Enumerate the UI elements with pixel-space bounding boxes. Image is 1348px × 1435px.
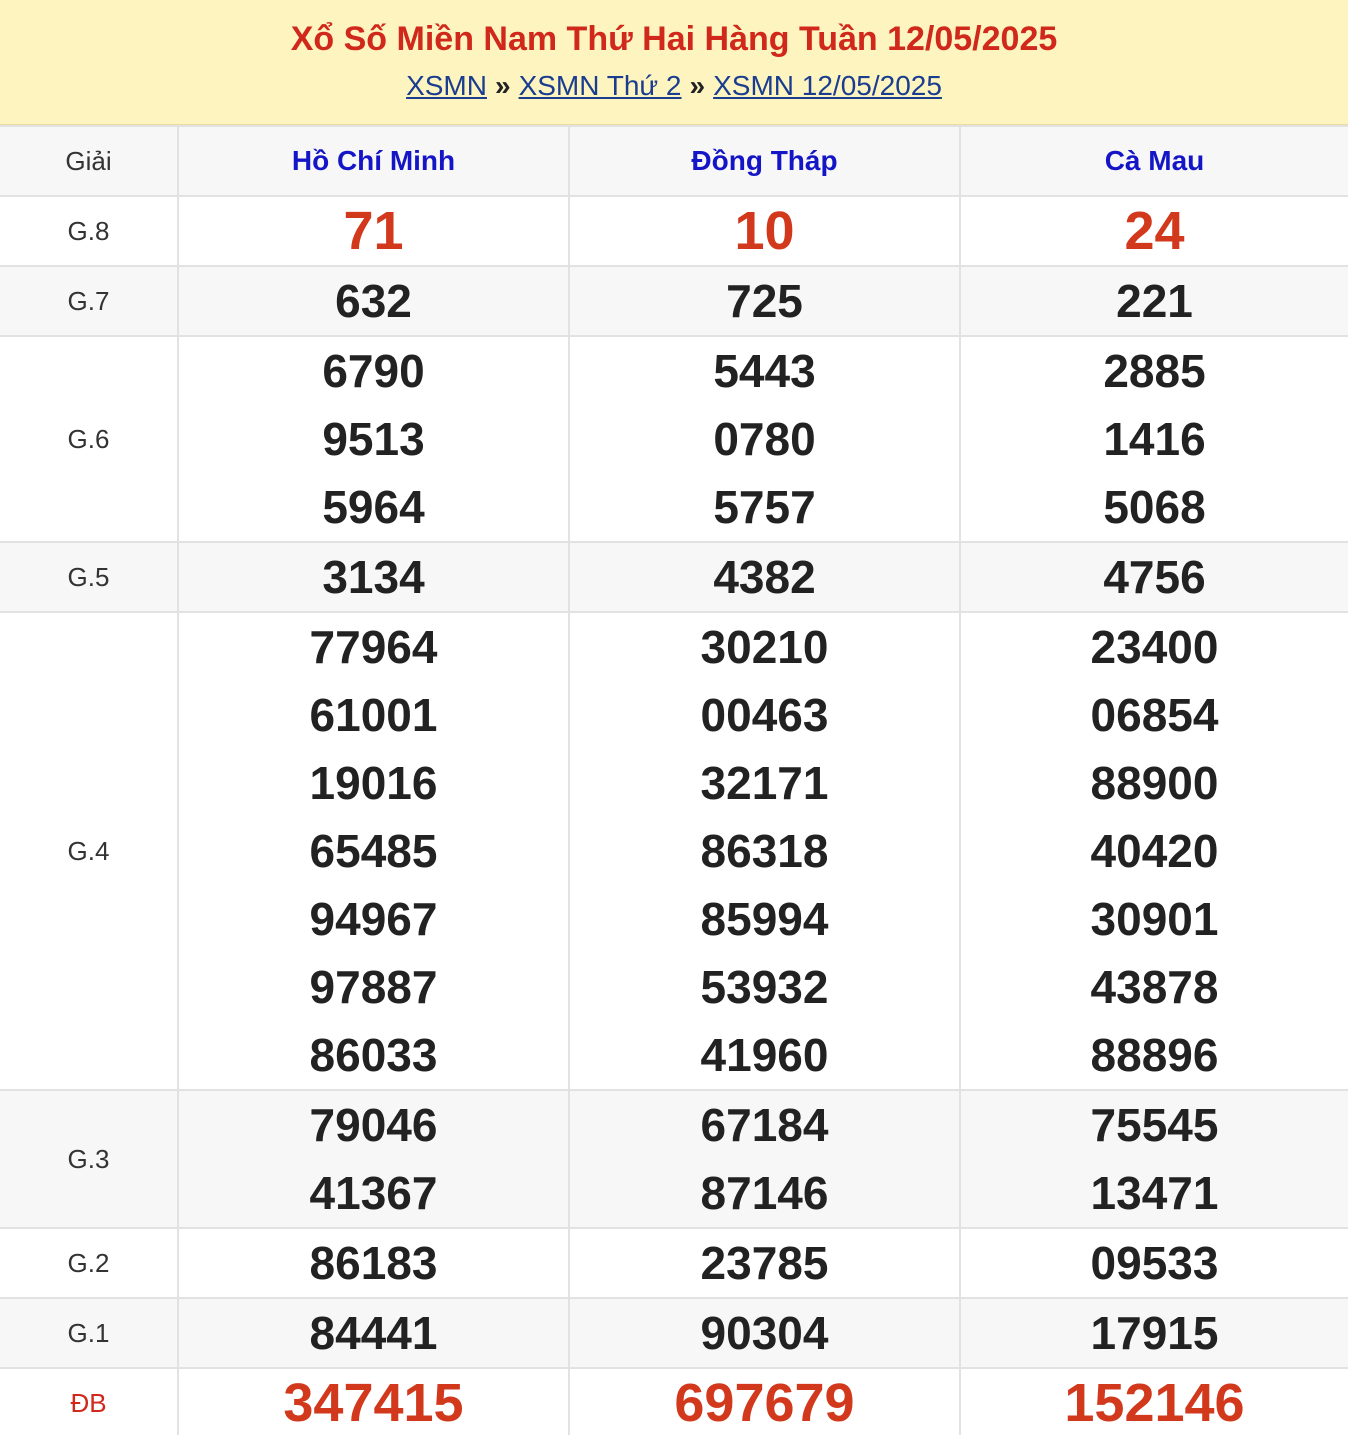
result-number: 10 bbox=[734, 201, 795, 261]
result-number: 86183 bbox=[309, 1237, 438, 1289]
column-header-giai: Giải bbox=[0, 126, 178, 196]
result-number: 41960 bbox=[700, 1029, 829, 1081]
prize-row bbox=[0, 196, 1348, 266]
result-number: 30210 bbox=[700, 621, 829, 673]
result-number: 71 bbox=[343, 201, 404, 261]
result-number: 43878 bbox=[1090, 961, 1219, 1013]
result-number: 85994 bbox=[700, 893, 829, 945]
table-header-row bbox=[0, 126, 1348, 196]
result-number: 40420 bbox=[1090, 825, 1219, 877]
result-number: 152146 bbox=[1064, 1373, 1245, 1433]
prize-label: G.7 bbox=[0, 266, 178, 336]
result-cell-ca-mau bbox=[960, 542, 1348, 612]
result-number: 00463 bbox=[700, 689, 829, 741]
result-cell-dong-thap bbox=[569, 612, 960, 1090]
result-number: 32171 bbox=[700, 757, 829, 809]
results-body bbox=[0, 196, 1348, 1435]
breadcrumb-link-xsmn-thu-2[interactable]: XSMN Thứ 2 bbox=[518, 70, 682, 101]
prize-label: G.4 bbox=[0, 612, 178, 1090]
prize-row bbox=[0, 336, 1348, 542]
result-number: 61001 bbox=[309, 689, 438, 741]
prize-label: G.5 bbox=[0, 542, 178, 612]
result-number: 725 bbox=[726, 275, 803, 327]
result-number: 84441 bbox=[309, 1307, 438, 1359]
result-cell-ho-chi-minh bbox=[178, 336, 569, 542]
prize-row bbox=[0, 1298, 1348, 1368]
column-header-dong-thap[interactable]: Đồng Tháp bbox=[569, 126, 960, 196]
page-title: Xổ Số Miền Nam Thứ Hai Hàng Tuần 12/05/2025 bbox=[290, 20, 1058, 58]
result-number: 2885 bbox=[1103, 345, 1206, 397]
result-number: 79046 bbox=[309, 1099, 438, 1151]
result-number: 221 bbox=[1116, 275, 1193, 327]
prize-label: G.8 bbox=[0, 196, 178, 266]
result-number: 53932 bbox=[700, 961, 829, 1013]
breadcrumb bbox=[0, 69, 1348, 103]
prize-row bbox=[0, 612, 1348, 1090]
prize-label: G.1 bbox=[0, 1298, 178, 1368]
result-cell-ho-chi-minh bbox=[178, 266, 569, 336]
result-number: 06854 bbox=[1090, 689, 1219, 741]
result-number: 1416 bbox=[1103, 413, 1206, 465]
result-number: 88896 bbox=[1090, 1029, 1219, 1081]
result-cell-ca-mau bbox=[960, 336, 1348, 542]
result-number: 23785 bbox=[700, 1237, 829, 1289]
result-number: 5757 bbox=[713, 481, 816, 533]
result-cell-ho-chi-minh bbox=[178, 1368, 569, 1435]
prize-row bbox=[0, 1228, 1348, 1298]
result-cell-dong-thap bbox=[569, 1298, 960, 1368]
result-number: 86318 bbox=[700, 825, 829, 877]
result-cell-dong-thap bbox=[569, 196, 960, 266]
result-cell-ca-mau bbox=[960, 196, 1348, 266]
page-header bbox=[0, 0, 1348, 125]
result-number: 65485 bbox=[309, 825, 438, 877]
result-number: 87146 bbox=[700, 1167, 829, 1219]
result-number: 3134 bbox=[322, 551, 425, 603]
prize-label: ĐB bbox=[0, 1368, 178, 1435]
prize-label: G.2 bbox=[0, 1228, 178, 1298]
result-number: 24 bbox=[1124, 201, 1185, 261]
result-cell-ho-chi-minh bbox=[178, 542, 569, 612]
result-number: 09533 bbox=[1090, 1237, 1219, 1289]
result-number: 67184 bbox=[700, 1099, 829, 1151]
breadcrumb-separator: » bbox=[494, 70, 511, 101]
result-number: 632 bbox=[335, 275, 412, 327]
result-number: 9513 bbox=[322, 413, 425, 465]
result-number: 17915 bbox=[1090, 1307, 1219, 1359]
result-cell-ca-mau bbox=[960, 1228, 1348, 1298]
column-header-ho-chi-minh[interactable]: Hồ Chí Minh bbox=[178, 126, 569, 196]
breadcrumb-link-xsmn[interactable]: XSMN bbox=[406, 70, 487, 101]
breadcrumb-separator: » bbox=[689, 70, 706, 101]
result-number: 86033 bbox=[309, 1029, 438, 1081]
result-number: 6790 bbox=[322, 345, 425, 397]
result-cell-dong-thap bbox=[569, 266, 960, 336]
result-number: 0780 bbox=[713, 413, 816, 465]
result-number: 4382 bbox=[713, 551, 816, 603]
result-cell-ca-mau bbox=[960, 266, 1348, 336]
result-number: 77964 bbox=[309, 621, 438, 673]
result-number: 23400 bbox=[1090, 621, 1219, 673]
result-number: 5443 bbox=[713, 345, 816, 397]
result-cell-ca-mau bbox=[960, 612, 1348, 1090]
result-number: 75545 bbox=[1090, 1099, 1219, 1151]
result-number: 97887 bbox=[309, 961, 438, 1013]
prize-row bbox=[0, 266, 1348, 336]
result-cell-ho-chi-minh bbox=[178, 1228, 569, 1298]
result-number: 19016 bbox=[309, 757, 438, 809]
result-cell-ho-chi-minh bbox=[178, 612, 569, 1090]
breadcrumb-link-xsmn-date[interactable]: XSMN 12/05/2025 bbox=[713, 70, 942, 101]
result-number: 5964 bbox=[322, 481, 425, 533]
result-cell-ho-chi-minh bbox=[178, 1298, 569, 1368]
result-cell-ca-mau bbox=[960, 1090, 1348, 1228]
column-header-ca-mau[interactable]: Cà Mau bbox=[960, 126, 1348, 196]
result-cell-ho-chi-minh bbox=[178, 1090, 569, 1228]
prize-row bbox=[0, 1368, 1348, 1435]
result-number: 30901 bbox=[1090, 893, 1219, 945]
result-number: 4756 bbox=[1103, 551, 1206, 603]
prize-label: G.6 bbox=[0, 336, 178, 542]
result-cell-ho-chi-minh bbox=[178, 196, 569, 266]
result-number: 13471 bbox=[1090, 1167, 1219, 1219]
results-table bbox=[0, 125, 1348, 1435]
result-number: 90304 bbox=[700, 1307, 829, 1359]
result-cell-ca-mau bbox=[960, 1298, 1348, 1368]
result-cell-dong-thap bbox=[569, 336, 960, 542]
result-number: 94967 bbox=[309, 893, 438, 945]
result-number: 347415 bbox=[283, 1373, 464, 1433]
result-number: 41367 bbox=[309, 1167, 438, 1219]
result-cell-dong-thap bbox=[569, 1228, 960, 1298]
result-cell-ca-mau bbox=[960, 1368, 1348, 1435]
result-cell-dong-thap bbox=[569, 542, 960, 612]
prize-row bbox=[0, 542, 1348, 612]
result-cell-dong-thap bbox=[569, 1368, 960, 1435]
prize-label: G.3 bbox=[0, 1090, 178, 1228]
result-number: 88900 bbox=[1090, 757, 1219, 809]
prize-row bbox=[0, 1090, 1348, 1228]
result-cell-dong-thap bbox=[569, 1090, 960, 1228]
result-number: 697679 bbox=[674, 1373, 855, 1433]
result-number: 5068 bbox=[1103, 481, 1206, 533]
